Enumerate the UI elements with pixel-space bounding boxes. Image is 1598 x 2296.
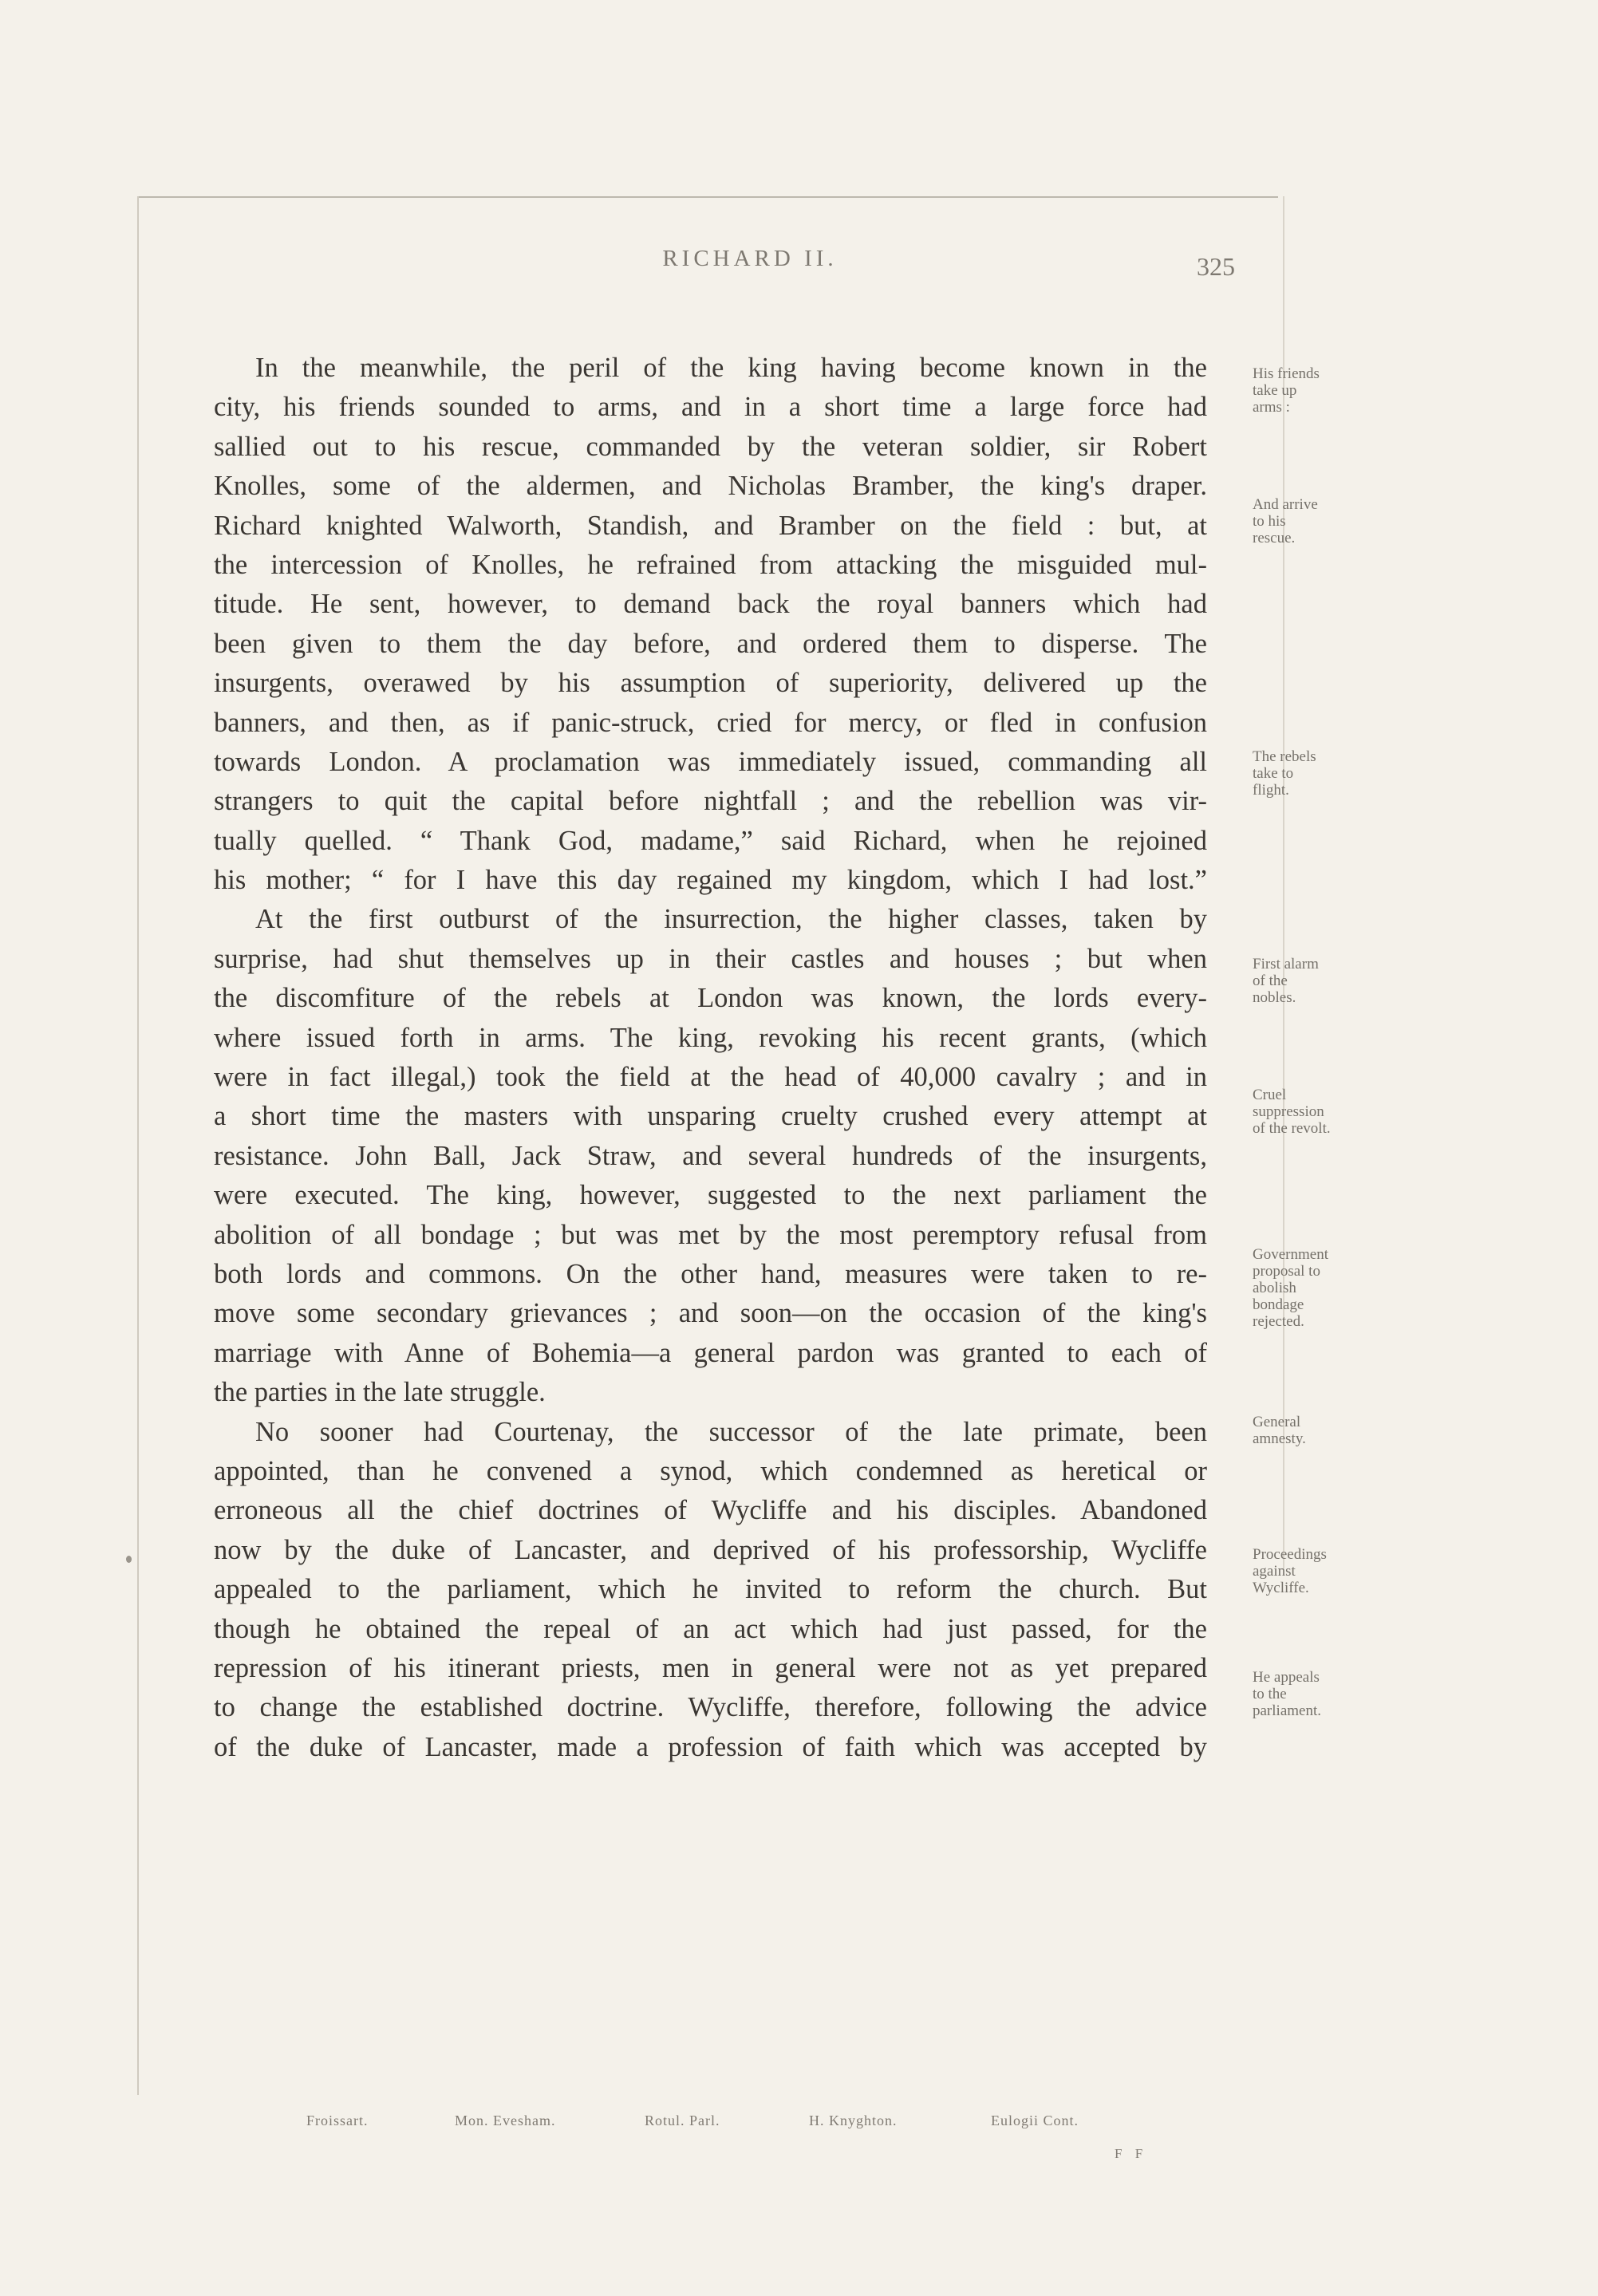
side-note-line: First alarm [1253, 956, 1319, 972]
side-note-line: rescue. [1253, 530, 1296, 546]
side-note [1253, 748, 1412, 799]
side-note-line: Cruel [1253, 1087, 1287, 1103]
body-line: Knolles, some of the aldermen, and Nicholas Bramber, the king's draper. [214, 471, 1207, 502]
body-line: insurgents, overawed by his assumption of superiority, delivered up the [214, 668, 1207, 699]
body-line: move some secondary grievances ; and soon—on the occasion of the king's [214, 1298, 1207, 1329]
body-line: of the duke of Lancaster, made a profession of faith which was accepted by [214, 1731, 1207, 1762]
body-line: At the first outburst of the insurrection, the higher classes, taken by [255, 904, 1207, 935]
side-note-line: of the revolt. [1253, 1120, 1331, 1137]
side-note-line: flight. [1253, 782, 1289, 799]
body-line: appointed, than he convened a synod, which condemned as heretical or [214, 1455, 1207, 1486]
body-line: his mother; “ for I have this day regained my kingdom, which I had lost.” [214, 865, 1207, 896]
body-line: though he obtained the repeal of an act which had just passed, for the [214, 1613, 1207, 1644]
side-note-line: rejected. [1253, 1313, 1304, 1330]
body-line: resistance. John Ball, Jack Straw, and several hundreds of the insurgents, [214, 1140, 1207, 1171]
side-note-line: The rebels [1253, 748, 1316, 765]
footnote-source: H. Knyghton. [809, 2113, 898, 2128]
signature-mark: F F [1115, 2146, 1148, 2161]
body-line: towards London. A proclamation was immediately issued, commanding all [214, 746, 1207, 777]
side-note-line: of the [1253, 972, 1288, 989]
page-number: 325 [1197, 252, 1235, 281]
body-line: the discomfiture of the rebels at London was known, the lords every- [214, 983, 1207, 1014]
side-note-line: arms : [1253, 399, 1290, 416]
body-line: No sooner had Courtenay, the successor of the late primate, been [255, 1416, 1207, 1447]
side-note [1253, 1669, 1412, 1719]
ink-speck [126, 1556, 132, 1563]
side-note-line: take to [1253, 765, 1294, 782]
footnote-source: Rotul. Parl. [645, 2113, 720, 2128]
body-line: to change the established doctrine. Wycliffe, therefore, following the advice [214, 1692, 1207, 1723]
body-line: Richard knighted Walworth, Standish, and Bramber on the field : but, at [214, 510, 1207, 541]
side-note-line: against [1253, 1563, 1296, 1580]
side-note [1253, 1546, 1412, 1596]
body-line: now by the duke of Lancaster, and deprived of his professorship, Wycliffe [214, 1534, 1207, 1565]
body-line: appealed to the parliament, which he invited to reform the church. But [214, 1574, 1207, 1605]
body-text [214, 349, 1207, 1767]
body-line: tually quelled. “ Thank God, madame,” said Richard, when he rejoined [214, 825, 1207, 856]
side-note-line: amnesty. [1253, 1430, 1306, 1447]
body-line: both lords and commons. On the other hand, measures were taken to re- [214, 1258, 1207, 1289]
side-note-line: to his [1253, 513, 1286, 530]
body-line: strangers to quit the capital before nightfall ; and the rebellion was vir- [214, 786, 1207, 817]
side-note-line: proposal to [1253, 1263, 1320, 1280]
side-note-line: He appeals [1253, 1669, 1320, 1686]
body-line: titude. He sent, however, to demand back the royal banners which had [214, 589, 1207, 620]
side-note-line: Government [1253, 1246, 1328, 1263]
side-note-line: take up [1253, 382, 1297, 399]
side-note-line: suppression [1253, 1103, 1324, 1120]
body-line: a short time the masters with unsparing cruelty crushed every attempt at [214, 1101, 1207, 1132]
body-line: were executed. The king, however, suggested to the next parliament the [214, 1180, 1207, 1211]
body-line: city, his friends sounded to arms, and in a short time a large force had [214, 392, 1207, 423]
side-note-line: His friends [1253, 365, 1320, 382]
body-line: marriage with Anne of Bohemia—a general pardon was granted to each of [214, 1337, 1207, 1368]
side-note [1253, 365, 1412, 416]
side-note-line: nobles. [1253, 989, 1296, 1006]
side-note [1253, 1414, 1412, 1447]
side-note [1253, 1087, 1412, 1137]
body-line: where issued forth in arms. The king, revoking his recent grants, (which [214, 1022, 1207, 1053]
body-line: banners, and then, as if panic-struck, cried for mercy, or fled in confusion [214, 707, 1207, 738]
side-note [1253, 496, 1412, 546]
side-note-line: And arrive [1253, 496, 1318, 513]
body-line: repression of his itinerant priests, men in general were not as yet prepared [214, 1652, 1207, 1683]
side-note-line: parliament. [1253, 1702, 1321, 1719]
body-line: the parties in the late struggle. [214, 1377, 546, 1408]
body-line: were in fact illegal,) took the field at the head of 40,000 cavalry ; and in [214, 1062, 1207, 1093]
side-note-line: General [1253, 1414, 1301, 1430]
side-note-line: Wycliffe. [1253, 1580, 1309, 1596]
body-line: sallied out to his rescue, commanded by the veteran soldier, sir Robert [214, 431, 1207, 462]
side-note [1253, 956, 1412, 1006]
side-note-line: bondage [1253, 1296, 1304, 1313]
body-line: surprise, had shut themselves up in their castles and houses ; but when [214, 943, 1207, 974]
side-note-line: Proceedings [1253, 1546, 1327, 1563]
footnote-source: Froissart. [306, 2113, 369, 2128]
footnote-source: Eulogii Cont. [991, 2113, 1079, 2128]
body-line: abolition of all bondage ; but was met by the most peremptory refusal from [214, 1219, 1207, 1250]
body-line: erroneous all the chief doctrines of Wycliffe and his disciples. Abandoned [214, 1495, 1207, 1526]
body-line: been given to them the day before, and ordered them to disperse. The [214, 628, 1207, 659]
running-title: RICHARD II. [662, 246, 838, 271]
body-line: In the meanwhile, the peril of the king having become known in the [255, 353, 1207, 383]
side-note-line: to the [1253, 1686, 1287, 1702]
side-note-line: abolish [1253, 1280, 1296, 1296]
side-note [1253, 1246, 1412, 1330]
body-line: the intercession of Knolles, he refrained from attacking the misguided mul- [214, 549, 1207, 580]
footnote-source: Mon. Evesham. [455, 2113, 556, 2128]
